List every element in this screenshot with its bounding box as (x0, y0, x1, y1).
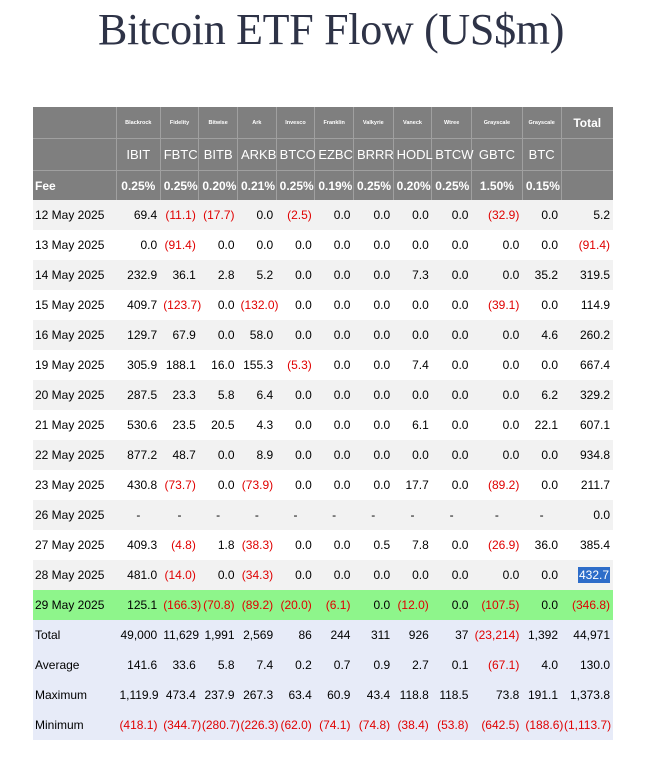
flow-cell: 0.0 (217, 298, 235, 312)
table-row (33, 560, 613, 590)
stat-cell: (418.1) (116, 710, 160, 740)
flow-cell: 287.5 (116, 380, 160, 410)
total-cell: 934.8 (561, 440, 613, 470)
stat-cell: 86 (276, 620, 315, 650)
total-cell: 329.2 (561, 380, 613, 410)
table-row (33, 500, 613, 530)
flow-cell: 0.0 (432, 590, 472, 620)
stat-cell: 60.9 (315, 680, 354, 710)
stat-cell: 191.1 (522, 680, 561, 710)
table-row (33, 590, 613, 620)
flow-cell: 0.0 (502, 418, 520, 432)
flow-cell: 20.5 (211, 418, 235, 432)
fee-value: 0.20% (393, 171, 432, 201)
flow-cell: 125.1 (116, 590, 160, 620)
stat-cell: 244 (315, 620, 354, 650)
flow-cell: 0.0 (522, 590, 561, 620)
stat-label: Total (33, 620, 116, 650)
flow-cell: 58.0 (238, 320, 277, 350)
flow-cell: 0.0 (140, 238, 158, 252)
flow-cell: 0.0 (471, 560, 522, 590)
stat-cell: 118.5 (432, 680, 472, 710)
flow-cell: - (116, 500, 160, 530)
flow-cell: (26.9) (487, 538, 520, 552)
flow-cell: 0.0 (238, 200, 277, 230)
flow-cell: 0.0 (353, 320, 393, 350)
table-row (33, 380, 613, 410)
stat-cell: 63.4 (276, 680, 315, 710)
flow-cell: (91.4) (164, 238, 196, 252)
flow-cell: 0.0 (315, 440, 354, 470)
total-cell (561, 560, 613, 590)
flow-cell: 0.0 (315, 380, 354, 410)
date-cell: 15 May 2025 (35, 298, 105, 312)
flow-cell: 0.0 (353, 590, 393, 620)
total-cell: 319.5 (561, 260, 613, 290)
flow-cell: 0.0 (315, 260, 354, 290)
flow-cell: 16.0 (211, 358, 235, 372)
flow-cell: 0.0 (315, 200, 354, 230)
date-cell: 28 May 2025 (33, 560, 116, 590)
flow-cell: 232.9 (116, 260, 160, 290)
issuer-header: Fidelity (160, 107, 199, 139)
flow-cell: 430.8 (127, 478, 158, 492)
date-cell: 14 May 2025 (33, 260, 116, 290)
flow-cell: 0.0 (393, 440, 432, 470)
date-cell: 20 May 2025 (33, 380, 116, 410)
flow-cell: 0.0 (541, 358, 558, 372)
flow-cell: (14.0) (160, 560, 199, 590)
ticker-header: BITB (199, 139, 238, 171)
fee-value: 0.19% (315, 171, 354, 201)
flow-cell: 0.0 (199, 440, 238, 470)
flow-cell: (17.7) (199, 200, 238, 230)
flow-cell: 0.0 (315, 320, 354, 350)
stat-total-cell: (1,113.7) (561, 710, 613, 740)
flow-cell: 0.0 (276, 320, 315, 350)
flow-cell: 0.0 (333, 418, 351, 432)
issuer-header: Vaneck (393, 107, 432, 139)
flow-cell: 0.0 (333, 298, 351, 312)
flow-cell: (11.1) (160, 200, 199, 230)
fee-value: 0.25% (116, 171, 160, 201)
total-header-blank (561, 139, 613, 171)
flow-cell: - (432, 500, 472, 530)
flow-cell: - (315, 500, 354, 530)
flow-cell: 0.0 (353, 560, 393, 590)
flow-cell: 0.0 (522, 560, 561, 590)
flow-cell: 7.8 (412, 538, 429, 552)
flow-cell: 0.0 (451, 358, 469, 372)
flow-cell: (5.3) (287, 358, 312, 372)
stat-cell: 2,569 (238, 620, 277, 650)
issuer-header-row (33, 107, 613, 139)
stat-cell: 0.1 (432, 650, 472, 680)
flow-cell: 1.8 (217, 538, 235, 552)
flow-cell: 530.6 (127, 418, 158, 432)
flow-cell: 0.0 (451, 538, 469, 552)
flow-cell: 0.0 (412, 238, 429, 252)
total-cell: 0.0 (561, 500, 613, 530)
ticker-header-row (33, 139, 613, 171)
stats-row (33, 620, 613, 650)
table-row (33, 470, 613, 500)
flow-cell: (6.1) (315, 590, 354, 620)
flow-cell: 6.1 (412, 418, 429, 432)
flow-cell: 4.3 (256, 418, 274, 432)
table-row (33, 320, 613, 350)
date-cell: 27 May 2025 (35, 538, 105, 552)
flow-cell: 0.0 (276, 260, 315, 290)
flow-cell: 0.0 (432, 560, 472, 590)
ticker-header: GBTC (471, 139, 522, 171)
issuer-header: Wtree (432, 107, 472, 139)
header-corner (33, 139, 116, 171)
flow-cell: 0.0 (541, 478, 558, 492)
flow-cell: 0.0 (295, 238, 312, 252)
flow-cell: - (353, 500, 393, 530)
flow-cell: 0.0 (373, 298, 391, 312)
table-row (33, 290, 613, 320)
flow-cell: 0.0 (353, 440, 393, 470)
flow-cell: 0.0 (451, 418, 469, 432)
fee-value: 0.25% (432, 171, 472, 201)
flow-cell: 0.0 (432, 320, 472, 350)
date-cell: 19 May 2025 (35, 358, 105, 372)
stat-cell: 473.4 (160, 680, 199, 710)
flow-cell: (38.3) (241, 538, 274, 552)
stat-total-cell: 1,373.8 (561, 680, 613, 710)
stat-cell: 1,119.9 (116, 680, 160, 710)
flow-cell: (32.9) (471, 200, 522, 230)
stat-cell: 1,392 (522, 620, 561, 650)
flow-cell: 0.0 (373, 418, 391, 432)
flow-cell: 23.5 (172, 418, 196, 432)
flow-cell: 0.0 (393, 200, 432, 230)
ticker-header: BTCO (276, 139, 315, 171)
stat-cell: 4.0 (522, 650, 561, 680)
stat-cell: 118.8 (393, 680, 432, 710)
flow-cell: 0.0 (333, 238, 351, 252)
issuer-header: Invesco (276, 107, 315, 139)
flow-cell: 0.0 (502, 358, 520, 372)
issuer-header: Grayscale (522, 107, 561, 139)
stat-cell: 7.4 (238, 650, 277, 680)
stat-cell: (23,214) (471, 620, 522, 650)
flow-cell: 0.0 (276, 440, 315, 470)
stat-cell: (67.1) (471, 650, 522, 680)
flow-cell: 0.0 (373, 358, 391, 372)
flow-cell: 877.2 (116, 440, 160, 470)
flow-cell: 0.0 (432, 260, 472, 290)
flow-cell: (123.7) (163, 298, 202, 312)
flow-cell: (107.5) (471, 590, 522, 620)
flow-cell: 0.0 (373, 478, 391, 492)
flow-cell: 0.0 (256, 238, 274, 252)
date-cell: 13 May 2025 (35, 238, 105, 252)
issuer-header: Franklin (315, 107, 354, 139)
flow-cell: 8.9 (238, 440, 277, 470)
flow-cell: (89.2) (487, 478, 520, 492)
flow-cell: 129.7 (116, 320, 160, 350)
ticker-header: EZBC (315, 139, 354, 171)
stat-cell: 0.2 (276, 650, 315, 680)
flow-cell: (73.7) (164, 478, 196, 492)
issuer-header: Blackrock (116, 107, 160, 139)
date-cell: 12 May 2025 (33, 200, 116, 230)
fee-value: 0.21% (238, 171, 277, 201)
table-row (33, 230, 613, 260)
flow-cell: (4.8) (171, 538, 196, 552)
flow-cell: - (393, 500, 432, 530)
flow-cell: 0.0 (471, 440, 522, 470)
stat-cell: (74.8) (353, 710, 393, 740)
issuer-header: Bitwise (199, 107, 238, 139)
stat-cell: 311 (353, 620, 393, 650)
flow-cell: 409.7 (127, 298, 158, 312)
table-row (33, 410, 613, 440)
total-cell: (346.8) (561, 590, 613, 620)
etf-flow-table (33, 107, 613, 740)
stat-cell: 926 (393, 620, 432, 650)
flow-cell: 0.0 (393, 380, 432, 410)
ticker-header: ARKB (238, 139, 277, 171)
flow-cell: 0.0 (393, 320, 432, 350)
selected-total-value[interactable]: 432.7 (578, 568, 609, 582)
table-row (33, 530, 613, 560)
flow-cell: 5.2 (238, 260, 277, 290)
flow-cell: 0.0 (353, 200, 393, 230)
stat-cell: 267.3 (238, 680, 277, 710)
stat-cell: 141.6 (116, 650, 160, 680)
stat-cell: (344.7) (160, 710, 199, 740)
fee-header-row (33, 171, 613, 201)
flow-cell: 0.0 (432, 200, 472, 230)
stat-cell: 33.6 (160, 650, 199, 680)
flow-cell: 0.0 (217, 478, 235, 492)
flow-cell: 23.3 (160, 380, 199, 410)
flow-cell: 36.0 (534, 538, 558, 552)
stat-cell: 1,991 (199, 620, 238, 650)
stats-row (33, 710, 613, 740)
page-title: Bitcoin ETF Flow (US$m) (97, 5, 565, 54)
stat-cell: 237.9 (199, 680, 238, 710)
flow-cell: (39.1) (487, 298, 520, 312)
flow-cell: 35.2 (522, 260, 561, 290)
flow-cell: 0.0 (295, 418, 312, 432)
stat-label: Average (33, 650, 116, 680)
total-cell: 114.9 (580, 298, 610, 312)
flow-cell: - (522, 500, 561, 530)
flow-cell: 36.1 (160, 260, 199, 290)
fee-label: Fee (33, 171, 116, 201)
flow-cell: 0.0 (432, 380, 472, 410)
stat-cell: 5.8 (199, 650, 238, 680)
total-cell: 667.4 (579, 358, 610, 372)
date-cell: 23 May 2025 (35, 478, 105, 492)
flow-cell: 0.0 (333, 478, 351, 492)
header-corner (33, 107, 116, 139)
date-cell: 16 May 2025 (33, 320, 116, 350)
flow-cell: - (238, 500, 277, 530)
flow-cell: 155.3 (243, 358, 274, 372)
date-cell: 29 May 2025 (33, 590, 116, 620)
fee-value: 0.25% (276, 171, 315, 201)
fee-value: 0.15% (522, 171, 561, 201)
total-cell: 607.1 (579, 418, 610, 432)
stat-cell: 49,000 (116, 620, 160, 650)
flow-cell: 0.0 (333, 358, 351, 372)
flow-cell: 0.0 (522, 440, 561, 470)
flow-cell: 7.4 (412, 358, 429, 372)
flow-cell: 7.3 (393, 260, 432, 290)
table-row (33, 260, 613, 290)
flow-cell: 67.9 (160, 320, 199, 350)
flow-cell: - (160, 500, 199, 530)
stat-total-cell: 130.0 (561, 650, 613, 680)
stats-row (33, 680, 613, 710)
stat-cell: (226.3) (238, 710, 277, 740)
fee-value: 0.20% (199, 171, 238, 201)
flow-cell: 188.1 (165, 358, 196, 372)
flow-cell: 22.1 (534, 418, 558, 432)
issuer-header: Valkyrie (353, 107, 393, 139)
stat-cell: 0.7 (315, 650, 354, 680)
total-cell: 211.7 (580, 478, 610, 492)
flow-cell: (2.5) (276, 200, 315, 230)
flow-cell: 409.3 (127, 538, 158, 552)
total-cell: 260.2 (561, 320, 613, 350)
flow-cell: 0.0 (451, 298, 469, 312)
flow-cell: 0.0 (217, 238, 235, 252)
flow-cell: 5.8 (199, 380, 238, 410)
total-cell: 385.4 (579, 538, 610, 552)
total-header: Total (561, 107, 613, 139)
flow-cell: 0.0 (199, 320, 238, 350)
stat-label: Minimum (33, 710, 116, 740)
flow-cell: 0.0 (353, 260, 393, 290)
fee-total-blank (561, 171, 613, 201)
ticker-header: BTCW (432, 139, 472, 171)
stat-cell: (74.1) (315, 710, 354, 740)
flow-cell: 4.6 (522, 320, 561, 350)
stat-cell: (53.8) (432, 710, 472, 740)
flow-cell: - (199, 500, 238, 530)
stat-cell: 11,629 (160, 620, 199, 650)
flow-cell: 0.0 (199, 560, 238, 590)
issuer-header: Grayscale (471, 107, 522, 139)
stat-cell: 0.9 (353, 650, 393, 680)
flow-cell: 0.0 (502, 238, 520, 252)
flow-cell: - (471, 500, 522, 530)
flow-cell: (20.0) (276, 590, 315, 620)
issuer-header: Ark (238, 107, 277, 139)
flow-cell: 0.0 (315, 560, 354, 590)
flow-cell: (166.3) (160, 590, 199, 620)
flow-cell: 0.0 (373, 238, 391, 252)
flow-cell: 0.0 (393, 560, 432, 590)
flow-cell: 0.0 (471, 260, 522, 290)
table-row (33, 440, 613, 470)
flow-cell: 2.8 (199, 260, 238, 290)
stat-label: Maximum (33, 680, 116, 710)
flow-cell: 0.5 (373, 538, 391, 552)
stat-cell: 37 (432, 620, 472, 650)
flow-cell: 48.7 (160, 440, 199, 470)
flow-cell: (70.8) (199, 590, 238, 620)
flow-cell: 69.4 (116, 200, 160, 230)
ticker-header: IBIT (116, 139, 160, 171)
flow-cell: 0.0 (295, 538, 312, 552)
stat-cell: (38.4) (393, 710, 432, 740)
stats-row (33, 650, 613, 680)
ticker-header: FBTC (160, 139, 199, 171)
stat-cell: (188.6) (522, 710, 561, 740)
flow-cell: 17.7 (405, 478, 429, 492)
flow-cell: (34.3) (238, 560, 277, 590)
flow-cell: 481.0 (116, 560, 160, 590)
flow-cell: 0.0 (295, 298, 312, 312)
flow-cell: 6.4 (238, 380, 277, 410)
stat-cell: (62.0) (276, 710, 315, 740)
stat-cell: (642.5) (471, 710, 522, 740)
table-row (33, 350, 613, 380)
ticker-header: BRRR (353, 139, 393, 171)
stat-total-cell: 44,971 (561, 620, 613, 650)
total-cell: 5.2 (561, 200, 613, 230)
flow-cell: 0.0 (412, 298, 429, 312)
table-row (33, 200, 613, 230)
date-cell: 21 May 2025 (35, 418, 105, 432)
ticker-header: HODL (393, 139, 432, 171)
flow-cell: 0.0 (471, 380, 522, 410)
flow-cell: 0.0 (541, 298, 558, 312)
total-cell: (91.4) (578, 238, 610, 252)
flow-cell: 0.0 (353, 380, 393, 410)
flow-cell: 0.0 (451, 478, 469, 492)
fee-value: 1.50% (471, 171, 522, 201)
stat-cell: (280.7) (199, 710, 238, 740)
flow-cell: - (276, 500, 315, 530)
stat-cell: 73.8 (471, 680, 522, 710)
flow-cell: 0.0 (432, 440, 472, 470)
flow-cell: 0.0 (541, 238, 558, 252)
stat-cell: 2.7 (393, 650, 432, 680)
stat-cell: 43.4 (353, 680, 393, 710)
ticker-header: BTC (522, 139, 561, 171)
flow-cell: 0.0 (276, 380, 315, 410)
flow-cell: 0.0 (276, 560, 315, 590)
date-cell: 26 May 2025 (33, 500, 116, 530)
flow-cell: 0.0 (522, 200, 561, 230)
fee-value: 0.25% (353, 171, 393, 201)
flow-cell: 0.0 (451, 238, 469, 252)
flow-cell: 6.2 (522, 380, 561, 410)
flow-cell: (73.9) (241, 478, 274, 492)
flow-cell: (89.2) (238, 590, 277, 620)
flow-cell: 305.9 (127, 358, 158, 372)
flow-cell: (12.0) (393, 590, 432, 620)
fee-value: 0.25% (160, 171, 199, 201)
flow-cell: 0.0 (333, 538, 351, 552)
flow-cell: (132.0) (240, 298, 279, 312)
flow-cell: 0.0 (471, 320, 522, 350)
flow-cell: 0.0 (295, 478, 312, 492)
date-cell: 22 May 2025 (33, 440, 116, 470)
